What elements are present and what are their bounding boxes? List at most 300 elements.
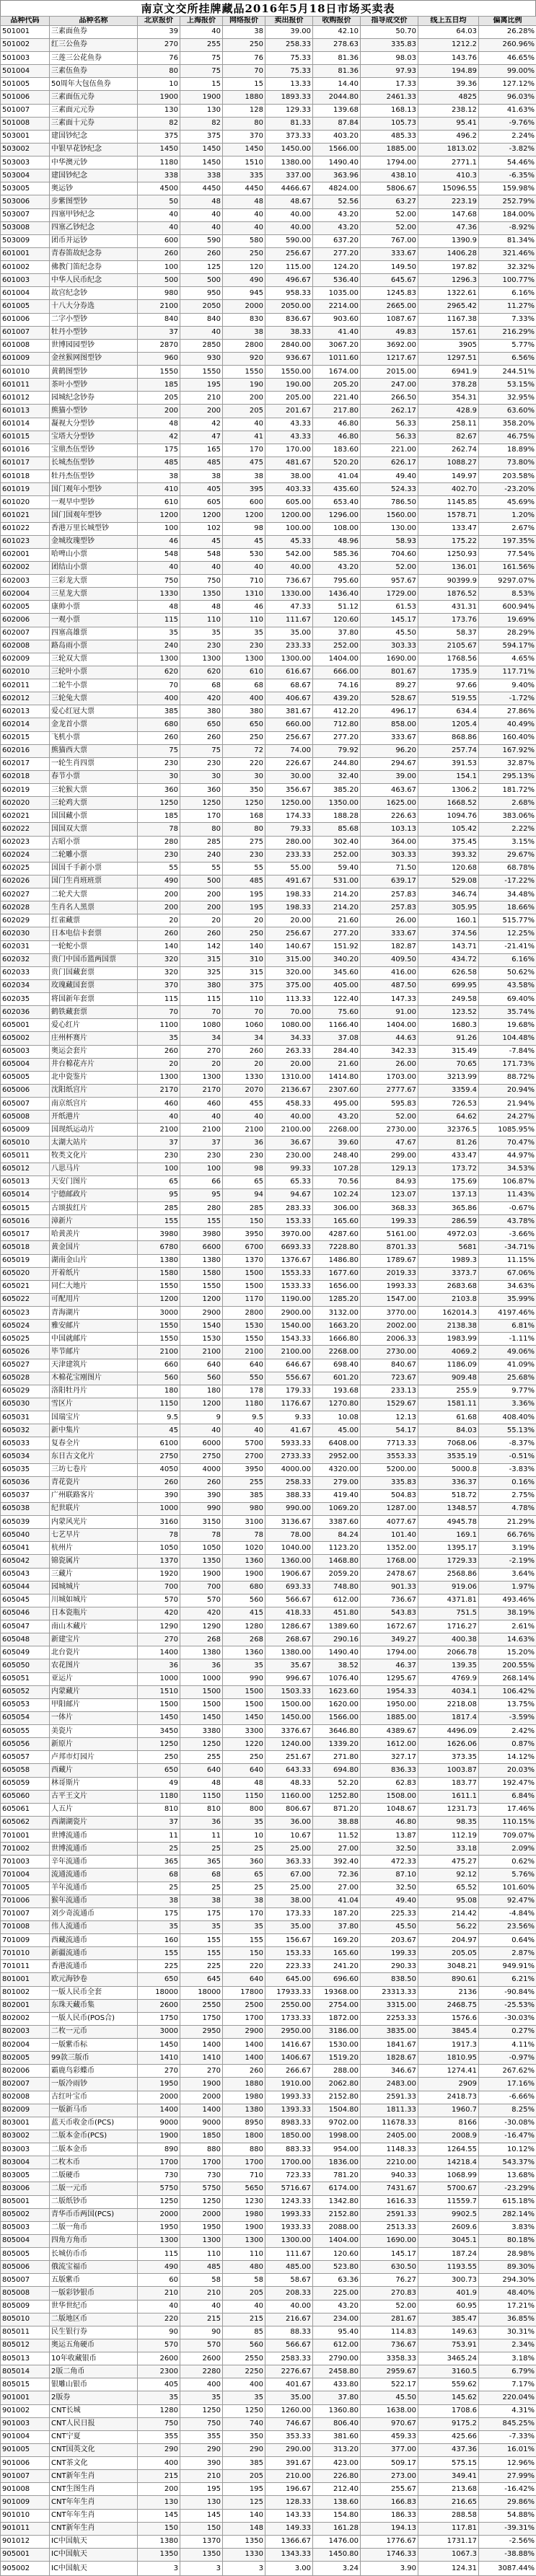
cell-sell: 375.00: [265, 979, 313, 992]
cell-five-day-avg: 15096.55: [418, 182, 479, 195]
cell-online: 1450: [223, 143, 265, 156]
cell-buy: 2268.00: [313, 1124, 361, 1137]
cell-name: 中华澳元钞: [50, 156, 138, 169]
cell-code: 605048: [1, 1633, 50, 1646]
table-row: [1, 65, 536, 78]
cell-code: 602012: [1, 692, 50, 705]
table-row: [1, 1111, 536, 1124]
cell-deviation: 2.22%: [479, 823, 536, 836]
table-row: [1, 2457, 536, 2470]
cell-deviation: -0.51%: [479, 1450, 536, 1463]
cell-sell: 1450.00: [265, 1711, 313, 1724]
cell-buy: 1566.00: [313, 1711, 361, 1724]
cell-code: 605002: [1, 1032, 50, 1045]
cell-guide: 46.37: [361, 1659, 418, 1672]
cell-guide: 63.27: [361, 195, 418, 208]
cell-deviation: 383.06%: [479, 810, 536, 823]
cell-five-day-avg: 1576.6: [418, 2012, 479, 2025]
cell-name: 湖南金山片: [50, 1254, 138, 1267]
cell-sell: 38.33: [265, 326, 313, 339]
cell-deviation: 9.77%: [479, 1385, 536, 1398]
cell-guide: 299.00: [361, 1150, 418, 1163]
cell-five-day-avg: 1917.3: [418, 2039, 479, 2052]
cell-shanghai: 175: [180, 1907, 223, 1920]
cell-code: 803002: [1, 2130, 50, 2143]
table-row: [1, 1202, 536, 1215]
cell-guide: 199.33: [361, 1947, 418, 1960]
cell-sell: 990.00: [265, 1502, 313, 1515]
cell-deviation: 2.67%: [479, 522, 536, 535]
table-row: [1, 1124, 536, 1137]
cell-name: 国瑞宝片: [50, 1411, 138, 1424]
cell-sell: 496.67: [265, 274, 313, 287]
cell-online: 260: [223, 2065, 265, 2078]
cell-shanghai: 325: [180, 966, 223, 979]
cell-guide: 496.17: [361, 705, 418, 718]
cell-shanghai: 1250: [180, 2195, 223, 2208]
cell-guide: 203.67: [361, 1934, 418, 1947]
cell-beijing: 405: [138, 2378, 180, 2391]
cell-shanghai: 1950: [180, 2221, 223, 2234]
cell-code: 605029: [1, 1385, 50, 1398]
cell-five-day-avg: 33.18: [418, 1843, 479, 1856]
cell-code: 901010: [1, 2509, 50, 2522]
cell-deviation: 117.71%: [479, 666, 536, 679]
cell-name: 国门国观年型钞: [50, 509, 138, 522]
cell-shanghai: 1250: [180, 797, 223, 810]
cell-five-day-avg: 496.2: [418, 130, 479, 143]
cell-code: 803003: [1, 2143, 50, 2156]
table-row: [1, 2339, 536, 2352]
cell-shanghai: 640: [180, 1764, 223, 1777]
cell-online: 920: [223, 352, 265, 365]
cell-online: 400: [223, 2378, 265, 2391]
table-row: [1, 2378, 536, 2391]
column-header: 指导成交价: [361, 17, 418, 26]
cell-name: 新疆流通币: [50, 1947, 138, 1960]
cell-deviation: 845.25%: [479, 2417, 536, 2430]
cell-deviation: 104.48%: [479, 1032, 536, 1045]
cell-sell: 251.67: [265, 1751, 313, 1764]
table-row: [1, 522, 536, 535]
cell-guide: 147.33: [361, 993, 418, 1006]
cell-code: 605041: [1, 1542, 50, 1555]
cell-deviation: 0.62%: [479, 1856, 536, 1869]
cell-online: 3: [223, 2562, 265, 2576]
cell-code: 605043: [1, 1568, 50, 1581]
cell-beijing: 115: [138, 2248, 180, 2261]
cell-online: 385: [223, 1489, 265, 1502]
cell-beijing: 78: [138, 1529, 180, 1542]
cell-guide: 1746.33: [361, 2548, 418, 2561]
cell-deviation: 43.78%: [479, 1215, 536, 1228]
cell-online: 1300: [223, 2234, 265, 2247]
cell-five-day-avg: 1193.55: [418, 2261, 479, 2274]
cell-deviation: 203.58%: [479, 470, 536, 483]
cell-name: 日本电信卡套票: [50, 927, 138, 940]
cell-online: 2700: [223, 1450, 265, 1463]
cell-code: 503004: [1, 169, 50, 182]
cell-code: 605040: [1, 1529, 50, 1542]
cell-online: 350: [223, 784, 265, 797]
table-row: [1, 1045, 536, 1058]
cell-sell: 58.67: [265, 2274, 313, 2287]
cell-online: 1310: [223, 588, 265, 601]
cell-code: 802001: [1, 1999, 50, 2012]
table-row: [1, 1372, 536, 1385]
cell-buy: 1998.00: [313, 2130, 361, 2143]
cell-shanghai: 390: [180, 2457, 223, 2470]
cell-deviation: 161.56%: [479, 561, 536, 574]
cell-sell: 566.67: [265, 1594, 313, 1607]
table-row: [1, 52, 536, 65]
cell-buy: 696.60: [313, 1973, 361, 1986]
cell-sell: 36.00: [265, 1816, 313, 1829]
table-row: [1, 2025, 536, 2038]
cell-sell: 6693.33: [265, 1241, 313, 1254]
cell-five-day-avg: 4371.81: [418, 1594, 479, 1607]
cell-name: 天安门图片: [50, 1175, 138, 1188]
cell-sell: 41.67: [265, 1424, 313, 1437]
cell-shanghai: 55: [180, 862, 223, 875]
cell-five-day-avg: 223.19: [418, 195, 479, 208]
cell-deviation: 6.16%: [479, 287, 536, 300]
cell-online: 600: [223, 496, 265, 509]
table-row: [1, 1175, 536, 1188]
cell-guide: 270.83: [361, 2287, 418, 2300]
cell-guide: 47.67: [361, 1137, 418, 1150]
cell-sell: 746.67: [265, 2417, 313, 2430]
cell-code: 802007: [1, 2078, 50, 2091]
cell-guide: 736.67: [361, 1594, 418, 1607]
cell-name: 木棉花宝刚图片: [50, 1372, 138, 1385]
cell-sell: 2900.00: [265, 1307, 313, 1320]
cell-five-day-avg: 300.73: [418, 2274, 479, 2287]
table-row: [1, 1555, 536, 1568]
cell-code: 605030: [1, 1398, 50, 1411]
cell-sell: 5933.33: [265, 1437, 313, 1450]
cell-deviation: 66.76%: [479, 1529, 536, 1542]
cell-five-day-avg: 626.58: [418, 966, 479, 979]
cell-buy: 39.60: [313, 1137, 361, 1150]
cell-online: 34: [223, 1032, 265, 1045]
cell-online: 2100: [223, 1346, 265, 1359]
cell-name: 欧元海钞卷: [50, 1973, 138, 1986]
cell-five-day-avg: 64.62: [418, 1111, 479, 1124]
cell-sell: 149.33: [265, 2522, 313, 2535]
cell-code: 503008: [1, 221, 50, 234]
table-row: [1, 1869, 536, 1882]
cell-deviation: -7.33%: [479, 2430, 536, 2443]
table-row: [1, 444, 536, 456]
cell-guide: 294.67: [361, 757, 418, 770]
cell-deviation: -1.72%: [479, 692, 536, 705]
cell-guide: 262.17: [361, 405, 418, 418]
cell-code: 605010: [1, 1137, 50, 1150]
cell-beijing: 75: [138, 744, 180, 757]
cell-online: 980: [223, 1502, 265, 1515]
table-row: [1, 339, 536, 352]
cell-deviation: 3.64%: [479, 1568, 536, 1581]
cell-online: 335: [223, 169, 265, 182]
cell-name: CNT人民日报: [50, 2417, 138, 2430]
table-row: [1, 234, 536, 247]
cell-five-day-avg: 529.08: [418, 875, 479, 888]
cell-guide: 13.87: [361, 1830, 418, 1843]
cell-buy: 1404.00: [313, 653, 361, 666]
cell-deviation: 197.35%: [479, 535, 536, 548]
cell-deviation: 600.94%: [479, 601, 536, 614]
cell-sell: 2100.00: [265, 1124, 313, 1137]
cell-five-day-avg: 183.77: [418, 1777, 479, 1790]
cell-code: 605037: [1, 1489, 50, 1502]
cell-shanghai: 2100: [180, 1346, 223, 1359]
cell-name: 三莲三公花鱼券: [50, 52, 138, 65]
table-row: [1, 313, 536, 326]
cell-code: 605050: [1, 1659, 50, 1672]
table-row: [1, 1698, 536, 1711]
cell-deviation: 41.63%: [479, 104, 536, 117]
cell-deviation: 17.21%: [479, 2300, 536, 2313]
cell-guide: 26.00: [361, 914, 418, 927]
cell-name: 哈黄羡片: [50, 1228, 138, 1241]
table-row: [1, 601, 536, 614]
cell-five-day-avg: 98.35: [418, 1816, 479, 1829]
table-row: [1, 1098, 536, 1111]
cell-buy: 252.00: [313, 849, 361, 862]
cell-deviation: -0.97%: [479, 2052, 536, 2065]
cell-beijing: 100: [138, 261, 180, 274]
cell-sell: 1160.00: [265, 1790, 313, 1803]
table-row: [1, 1594, 536, 1607]
cell-deviation: 8.53%: [479, 588, 536, 601]
table-row: [1, 561, 536, 574]
cell-deviation: 192.47%: [479, 1777, 536, 1790]
cell-online: 98: [223, 522, 265, 535]
cell-name: 青春笛故纪念券: [50, 247, 138, 260]
cell-beijing: 1550: [138, 1320, 180, 1333]
table-row: [1, 169, 536, 182]
cell-buy: 95.40: [313, 2326, 361, 2339]
cell-five-day-avg: 475.27: [418, 1856, 479, 1869]
table-row: [1, 1280, 536, 1293]
cell-guide: 346.67: [361, 2065, 418, 2078]
table-row: [1, 2221, 536, 2234]
cell-guide: 463.67: [361, 784, 418, 797]
cell-guide: 409.50: [361, 953, 418, 966]
cell-online: 650: [223, 718, 265, 731]
cell-sell: 201.67: [265, 405, 313, 418]
cell-name: 香港万里长城型钞: [50, 522, 138, 535]
cell-online: 80: [223, 823, 265, 836]
cell-five-day-avg: 393.32: [418, 849, 479, 862]
cell-shanghai: 210: [180, 392, 223, 405]
cell-name: 团结山小票: [50, 561, 138, 574]
cell-name: 牡丹小型钞: [50, 326, 138, 339]
cell-online: 2250: [223, 2365, 265, 2378]
cell-sell: 75.33: [265, 65, 313, 78]
cell-online: 1500: [223, 1698, 265, 1711]
cell-online: 125: [223, 2496, 265, 2509]
table-row: [1, 705, 536, 718]
cell-code: 601005: [1, 300, 50, 313]
table-row: [1, 392, 536, 405]
table-row: [1, 1934, 536, 1947]
cell-name: 金丝猴网图型钞: [50, 352, 138, 365]
table-row: [1, 91, 536, 104]
cell-sell: 1366.67: [265, 2535, 313, 2548]
cell-five-day-avg: 1067.3: [418, 2548, 479, 2561]
cell-deviation: 10.12%: [479, 2143, 536, 2156]
table-row: [1, 914, 536, 927]
cell-five-day-avg: 2609.6: [418, 2221, 479, 2234]
cell-code: 602034: [1, 979, 50, 992]
cell-name: 佛教门笛纪念券: [50, 261, 138, 274]
cell-code: 602027: [1, 888, 50, 901]
cell-buy: 531.00: [313, 875, 361, 888]
cell-name: 一版彩钞银币: [50, 2287, 138, 2300]
cell-deviation: 4.11%: [479, 2039, 536, 2052]
table-row: [1, 1894, 536, 1907]
cell-guide: 1690.00: [361, 653, 418, 666]
cell-sell: 30.00: [265, 770, 313, 783]
cell-beijing: 42: [138, 431, 180, 444]
table-row: [1, 784, 536, 797]
cell-five-day-avg: 81.26: [418, 1137, 479, 1150]
cell-name: 东日古文化片: [50, 1450, 138, 1463]
cell-deviation: 26.28%: [479, 25, 536, 38]
cell-guide: 2730.00: [361, 1124, 418, 1137]
cell-guide: 3835.00: [361, 2025, 418, 2038]
cell-deviation: 106.87%: [479, 1175, 536, 1188]
cell-buy: 954.00: [313, 2143, 361, 2156]
cell-sell: 39.00: [265, 25, 313, 38]
cell-deviation: 19.68%: [479, 1019, 536, 1032]
cell-deviation: 0.16%: [479, 1476, 536, 1489]
cell-name: 一版冷雨钞: [50, 2078, 138, 2091]
cell-deviation: 268.14%: [479, 1672, 536, 1685]
cell-sell: 2276.67: [265, 2365, 313, 2378]
cell-deviation: 21.29%: [479, 1516, 536, 1529]
cell-deviation: 18.66%: [479, 901, 536, 914]
cell-shanghai: 605: [180, 496, 223, 509]
cell-buy: 72.36: [313, 1869, 361, 1882]
cell-five-day-avg: 4069.2: [418, 1346, 479, 1359]
cell-buy: 11.52: [313, 1830, 361, 1843]
cell-name: 将国新年套票: [50, 993, 138, 1006]
cell-sell: 1543.33: [265, 1333, 313, 1346]
cell-buy: 1270.80: [313, 1398, 361, 1411]
cell-beijing: 1300: [138, 1071, 180, 1084]
cell-buy: 1011.60: [313, 352, 361, 365]
cell-shanghai: 210: [180, 2470, 223, 2483]
cell-shanghai: 230: [180, 640, 223, 653]
cell-sell: 1550.00: [265, 366, 313, 379]
cell-buy: 2952.00: [313, 1450, 361, 1463]
cell-beijing: 250: [138, 1751, 180, 1764]
cell-buy: 161.28: [313, 2522, 361, 2535]
cell-buy: 120.60: [313, 2248, 361, 2261]
cell-buy: 412.20: [313, 705, 361, 718]
cell-code: 601004: [1, 287, 50, 300]
cell-shanghai: 750: [180, 575, 223, 588]
cell-shanghai: 45: [180, 535, 223, 548]
table-row: [1, 1725, 536, 1738]
cell-deviation: 9.40%: [479, 679, 536, 692]
cell-five-day-avg: 3845.4: [418, 2025, 479, 2038]
cell-deviation: 99.00%: [479, 65, 536, 78]
cell-beijing: 2600: [138, 1999, 180, 2012]
cell-beijing: 1000: [138, 1672, 180, 1685]
cell-beijing: 2100: [138, 1124, 180, 1137]
cell-sell: 958.33: [265, 287, 313, 300]
cell-shanghai: 1410: [180, 2052, 223, 2065]
table-row: [1, 836, 536, 849]
cell-deviation: 20.94%: [479, 1084, 536, 1097]
cell-guide: 12.13: [361, 1411, 418, 1424]
cell-buy: 451.80: [313, 1607, 361, 1620]
cell-name: 三轮鸡大票: [50, 797, 138, 810]
cell-name: 三彩龙大票: [50, 575, 138, 588]
table-row: [1, 2430, 536, 2443]
cell-shanghai: 115: [180, 993, 223, 1006]
cell-deviation: 19.69%: [479, 614, 536, 627]
cell-shanghai: 68: [180, 1869, 223, 1882]
cell-name: 世博园园型钞: [50, 339, 138, 352]
cell-deviation: 32.95%: [479, 392, 536, 405]
cell-code: 602020: [1, 797, 50, 810]
cell-shanghai: 230: [180, 757, 223, 770]
table-row: [1, 1228, 536, 1241]
cell-deviation: 63.60%: [479, 405, 536, 418]
cell-buy: 523.80: [313, 2261, 361, 2274]
cell-deviation: 6.21%: [479, 1973, 536, 1986]
cell-shanghai: 6600: [180, 1241, 223, 1254]
cell-guide: 1404.00: [361, 1019, 418, 1032]
cell-sell: 481.67: [265, 456, 313, 469]
cell-shanghai: 260: [180, 247, 223, 260]
cell-guide: 52.00: [361, 208, 418, 221]
cell-code: 602003: [1, 575, 50, 588]
cell-sell: 205.00: [265, 392, 313, 405]
cell-beijing: 46: [138, 535, 180, 548]
cell-buy: 536.40: [313, 274, 361, 287]
cell-five-day-avg: 4825: [418, 91, 479, 104]
cell-beijing: 37: [138, 1816, 180, 1829]
cell-buy: 46.80: [313, 431, 361, 444]
cell-name: 三轮兔大票: [50, 692, 138, 705]
cell-five-day-avg: 169.1: [418, 1529, 479, 1542]
cell-code: 601007: [1, 326, 50, 339]
cell-guide: 52.00: [361, 561, 418, 574]
cell-buy: 138.60: [313, 2496, 361, 2509]
cell-shanghai: 42: [180, 418, 223, 431]
cell-sell: 2550.00: [265, 1999, 313, 2012]
cell-deviation: 2.09%: [479, 1843, 536, 1856]
cell-sell: 263.33: [265, 1045, 313, 1058]
cell-code: 601017: [1, 456, 50, 469]
table-row: [1, 1830, 536, 1843]
cell-guide: 1217.67: [361, 352, 418, 365]
cell-beijing: 750: [138, 575, 180, 588]
cell-code: 605034: [1, 1450, 50, 1463]
cell-deviation: -8.92%: [479, 221, 536, 234]
cell-guide: 504.83: [361, 1489, 418, 1502]
cell-sell: 458.33: [265, 1098, 313, 1111]
cell-sell: 43.33: [265, 418, 313, 431]
cell-sell: 40.00: [265, 208, 313, 221]
cell-five-day-avg: 2468.75: [418, 1999, 479, 2012]
